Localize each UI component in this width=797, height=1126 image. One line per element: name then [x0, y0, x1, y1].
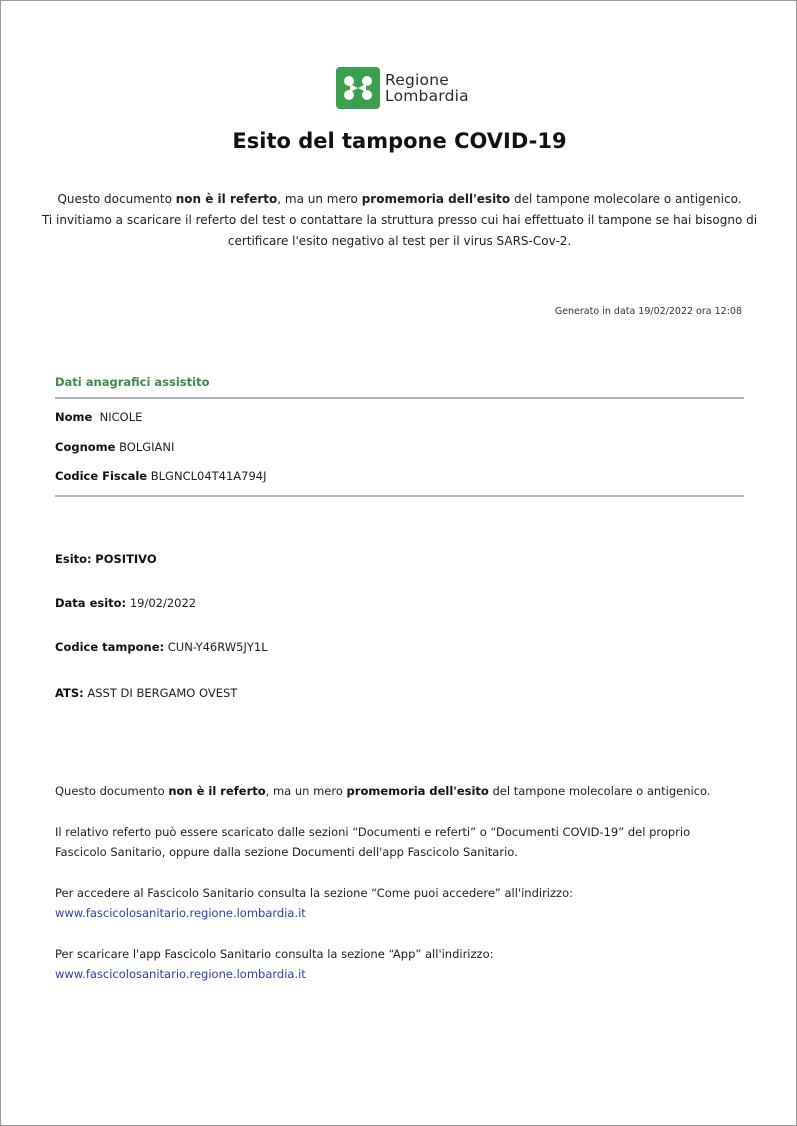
footer-text-a: Questo documento	[55, 784, 169, 798]
footer-text-c: , ma un mero	[265, 784, 347, 798]
esito-label: Esito:	[55, 552, 92, 566]
intro-text-e: del tampone molecolare o antigenico.	[510, 192, 742, 206]
regione-lombardia-logo	[336, 67, 469, 109]
fascicolo-link-access[interactable]: www.fascicolosanitario.regione.lombardia.it	[55, 906, 306, 920]
intro-bold-not-referto: non è il referto	[175, 192, 278, 206]
logo-line-1: Regione	[385, 71, 449, 89]
regione-lombardia-logo-icon	[336, 67, 380, 109]
section-title-anagrafica: Dati anagrafici assistito	[55, 375, 210, 389]
footer-access-text: Per accedere al Fascicolo Sanitario consulta la sezione “Come puoi accedere” all'indirizzo:	[55, 886, 573, 900]
codice-fiscale-label: Codice Fiscale	[55, 469, 148, 483]
divider-bottom	[55, 495, 744, 497]
intro-text-c: , ma un mero	[277, 192, 362, 206]
intro-text	[41, 189, 758, 252]
field-esito	[55, 552, 157, 566]
field-codice-tampone	[55, 640, 268, 654]
page-title: Esito del tampone COVID-19	[232, 129, 567, 153]
field-ats	[55, 686, 237, 700]
footer-text-e: del tampone molecolare o antigenico.	[488, 784, 711, 798]
codice-tampone-label: Codice tampone:	[55, 640, 165, 654]
footer-paragraph-2: Il relativo referto può essere scaricato dalle sezioni “Documenti e referti” o “Documenti COVID-19” del proprio Fascicolo Sanitario, oppure dalla sezione Documenti dell'app Fascicolo Sanitario.	[55, 825, 691, 859]
ats-label: ATS:	[55, 686, 84, 700]
codice-tampone-value: CUN-Y46RW5JY1L	[167, 640, 268, 654]
data-esito-value: 19/02/2022	[129, 596, 197, 610]
divider-top	[55, 397, 744, 399]
footer-bold-not-referto: non è il referto	[168, 784, 266, 798]
field-cognome	[55, 440, 174, 454]
intro-paragraph-1	[41, 189, 758, 210]
intro-text-a: Questo documento	[57, 192, 176, 206]
nome-value: NICOLE	[99, 410, 143, 424]
footer-app-text: Per scaricare l'app Fascicolo Sanitario consulta la sezione “App” all'indirizzo:	[55, 947, 494, 961]
cognome-label: Cognome	[55, 440, 116, 454]
field-data-esito	[55, 596, 196, 610]
field-nome	[55, 410, 142, 424]
intro-paragraph-2: Ti invitiamo a scaricare il referto del test o contattare la struttura presso cui hai effettuato il tampone se hai bisogno di certificare l'esito negativo al test per il virus SARS-Cov-2.	[41, 213, 758, 248]
field-codice-fiscale	[55, 469, 267, 483]
footer-bold-promemoria: promemoria dell'esito	[346, 784, 489, 798]
footer-paragraph-1	[55, 781, 744, 801]
logo-text	[385, 72, 469, 104]
cognome-value: BOLGIANI	[119, 440, 175, 454]
footer-paragraph-3	[55, 883, 744, 923]
data-esito-label: Data esito:	[55, 596, 127, 610]
codice-fiscale-value: BLGNCL04T41A794J	[150, 469, 267, 483]
nome-label: Nome	[55, 410, 93, 424]
intro-bold-promemoria: promemoria dell'esito	[361, 192, 511, 206]
esito-value: POSITIVO	[95, 552, 157, 566]
fascicolo-link-app[interactable]: www.fascicolosanitario.regione.lombardia.it	[55, 967, 306, 981]
ats-value: ASST DI BERGAMO OVEST	[87, 686, 238, 700]
generated-date: Generato in data 19/02/2022 ora 12:08	[554, 306, 742, 317]
logo-line-2: Lombardia	[385, 87, 469, 105]
footer-paragraph-4	[55, 944, 744, 984]
